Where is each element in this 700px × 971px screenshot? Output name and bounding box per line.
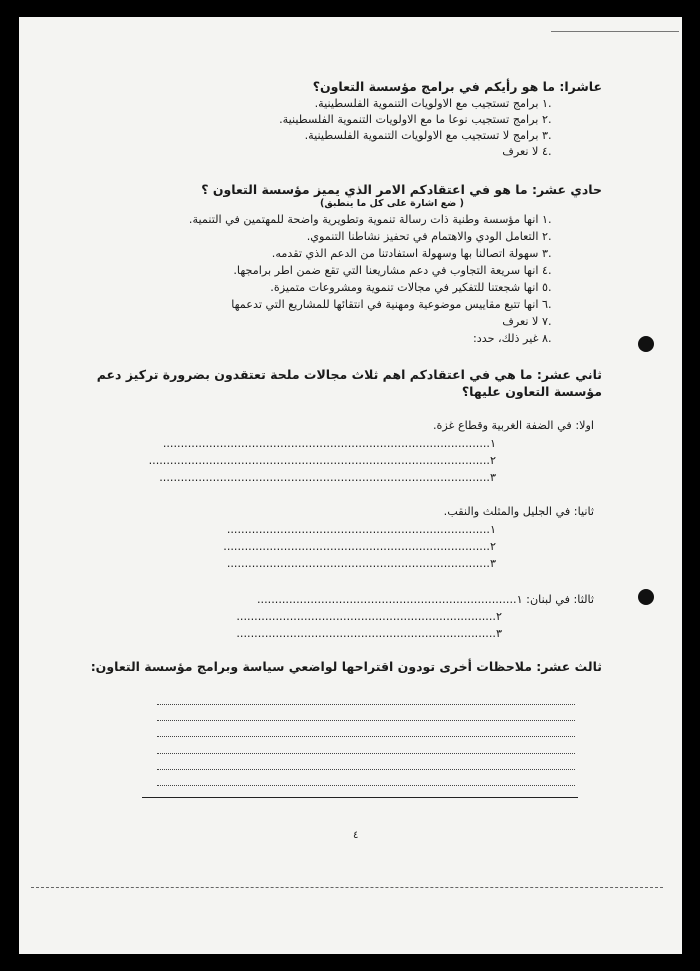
notes-line[interactable] — [157, 785, 575, 786]
question-10-option: .١ برامج تستجيب مع الاولويات التنموية الفلسطينية. — [314, 97, 552, 110]
question-11-option: .٥ انها شجعتنا للتفكير في مجالات تنموية ومشروعات متميزة. — [270, 281, 552, 294]
question-10-option: .٣ برامج لا تستجيب مع الاولويات التنموية الفلسطينية. — [304, 129, 552, 142]
question-11-option: .٤ انها سريعة التجاوب في دعم مشاريعنا التي تقع ضمن اطر برامجها. — [233, 264, 552, 277]
answer-line[interactable]: ٢......................................................................... — [236, 610, 502, 623]
question-12-title-line1: ثاني عشر: ما هي في اعتقادكم اهم ثلاث مجالات ملحة تعتقدون بضرورة تركيز دعم — [96, 367, 602, 382]
binder-hole — [638, 589, 654, 605]
question-11-option: .١ انها مؤسسة وطنية ذات رسالة تنموية وتطويرية واضحة للمهتمين في التنمية. — [188, 213, 552, 226]
answer-line[interactable]: ثالثا: في لبنان: ١......................................................................... — [256, 593, 594, 606]
notes-line[interactable] — [157, 736, 575, 737]
answer-line[interactable]: ٣.......................................................................... — [226, 557, 496, 570]
cut-line — [31, 887, 663, 888]
question-10-title: عاشرا: ما هو رأيكم في برامج مؤسسة التعاون؟ — [312, 79, 602, 94]
question-11-option: .٦ انها تتبع مقاييس موضوعية ومهنية في انتقائها للمشاريع التي تدعمها — [231, 298, 552, 311]
question-13-title: ثالث عشر: ملاحظات أخرى تودون اقتراحها لواضعي سياسة وبرامج مؤسسة التعاون: — [90, 659, 602, 674]
notes-line[interactable] — [157, 720, 575, 721]
answer-line[interactable]: ١.......................................................................... — [226, 523, 496, 536]
section-label: اولا: في الضفة الغربية وقطاع غزة. — [432, 419, 594, 432]
answer-line[interactable]: ٣............................................................................................. — [159, 471, 496, 484]
answer-line[interactable]: ٢................................................................................................ — [148, 454, 496, 467]
document-page — [19, 17, 682, 954]
top-edge-line — [551, 31, 679, 32]
answer-line[interactable]: ٣......................................................................... — [236, 627, 502, 640]
question-11-option: .٨ غير ذلك، حدد: — [472, 332, 552, 345]
question-11-option: .٢ التعامل الودي والاهتمام في تحفيز نشاطنا التنموي. — [306, 230, 552, 243]
question-12-title-line2: مؤسسة التعاون عليها؟ — [461, 384, 602, 399]
question-11-note: ( ضع اشارة على كل ما ينطبق) — [319, 198, 464, 209]
answer-line[interactable]: ١............................................................................................ — [162, 437, 496, 450]
section-label: ثالثا: في لبنان: — [526, 593, 594, 606]
page-number: ٤ — [353, 830, 359, 841]
question-10-option: .٢ برامج تستجيب نوعا ما مع الاولويات التنموية الفلسطينية. — [279, 113, 552, 126]
notes-line[interactable] — [157, 769, 575, 770]
binder-hole — [638, 336, 654, 352]
question-10-option: .٤ لا نعرف — [502, 145, 552, 158]
question-11-title: حادي عشر: ما هو في اعتقادكم الامر الذي يميز مؤسسة التعاون ؟ — [201, 182, 602, 197]
section-label: ثانيا: في الجليل والمثلث والنقب. — [443, 505, 594, 518]
notes-line[interactable] — [157, 704, 575, 705]
notes-line[interactable] — [157, 753, 575, 754]
answer-line[interactable]: ٢........................................................................... — [223, 540, 496, 553]
divider — [142, 797, 578, 798]
question-11-option: .٣ سهولة اتصالنا بها وسهولة استفادتنا من الدعم الذي تقدمه. — [271, 247, 552, 260]
question-11-option: .٧ لا نعرف — [502, 315, 552, 328]
